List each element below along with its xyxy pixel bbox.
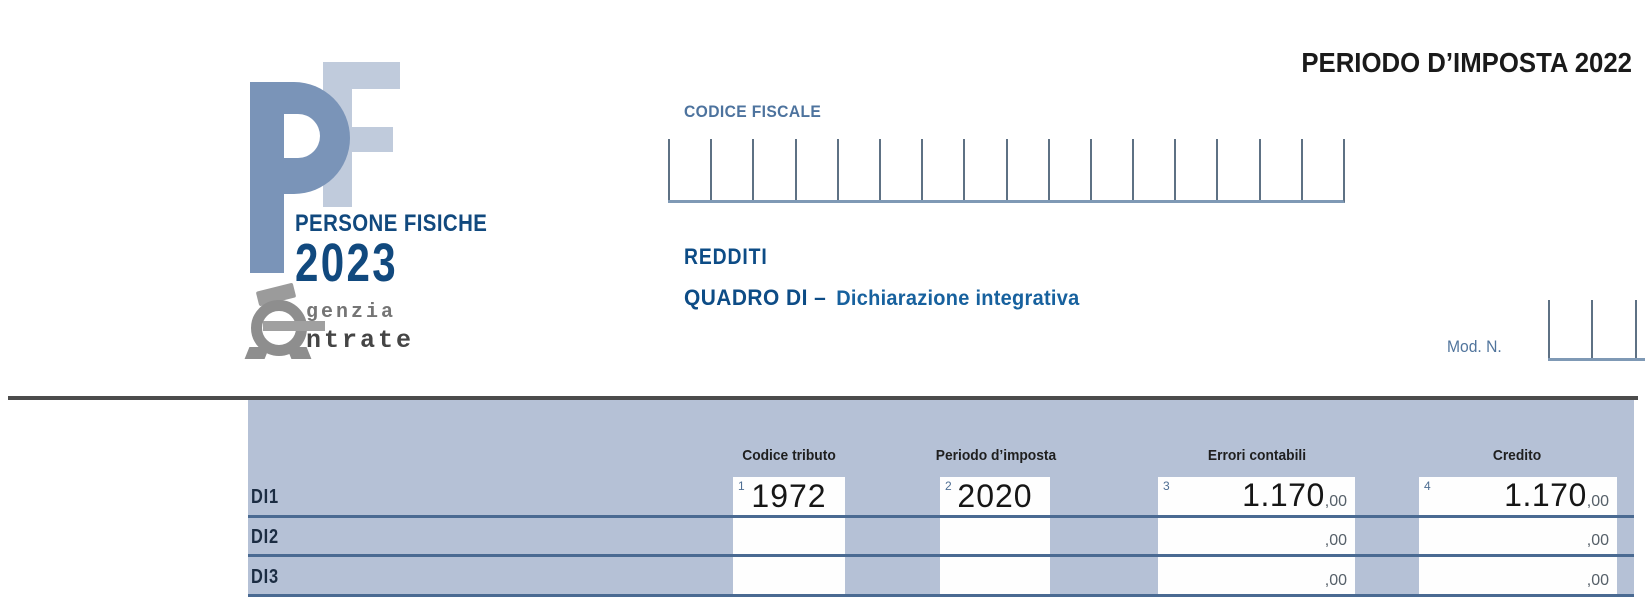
di1-errori-contabili-value: 1.170	[1242, 477, 1325, 513]
field-number-4: 4	[1424, 479, 1431, 493]
field-number-1: 1	[738, 479, 746, 493]
di1-periodo-imposta-value: 2020	[957, 477, 1033, 514]
di3-credito-field[interactable]	[1419, 557, 1617, 594]
quadro-di-title	[684, 285, 1079, 311]
di2-codice-tributo-field[interactable]	[733, 518, 845, 554]
di3-codice-tributo-field[interactable]	[733, 557, 845, 594]
di1-errori-contabili-field[interactable]	[1158, 477, 1355, 515]
agenzia-logo-foot-left	[245, 347, 270, 359]
cents-suffix: ,00	[1324, 572, 1347, 589]
row-separator-di2	[248, 554, 1634, 557]
cents-suffix: ,00	[1586, 532, 1609, 549]
codice-fiscale-cell[interactable]	[1132, 139, 1174, 200]
di3-periodo-imposta-field[interactable]	[940, 557, 1050, 594]
codice-fiscale-cell[interactable]	[1216, 139, 1258, 200]
codice-fiscale-cell[interactable]	[795, 139, 837, 200]
di1-credito-field[interactable]	[1419, 477, 1617, 515]
row-label-di3: DI3	[251, 566, 279, 588]
column-header-credito: Credito	[1492, 447, 1542, 464]
agenzia-wordmark-line2: ntrate	[306, 326, 415, 355]
codice-fiscale-cell[interactable]	[1048, 139, 1090, 200]
codice-fiscale-cell[interactable]	[1259, 139, 1301, 200]
cents-suffix: ,00	[1324, 493, 1347, 510]
di2-errori-contabili-field[interactable]	[1158, 518, 1355, 554]
codice-fiscale-cell[interactable]	[752, 139, 794, 200]
quadro-di-subtitle: Dichiarazione integrativa	[836, 287, 1080, 310]
codice-fiscale-cell[interactable]	[668, 139, 710, 200]
column-header-errori-contabili: Errori contabili	[1207, 447, 1307, 464]
logo-year: 2023	[295, 233, 399, 293]
field-number-2: 2	[945, 479, 953, 493]
logo-letter-f-bar-top	[323, 62, 400, 89]
mod-n-cell[interactable]	[1591, 300, 1634, 358]
di1-credito-value: 1.170	[1504, 477, 1587, 513]
logo-letter-p-stem	[250, 82, 284, 273]
codice-fiscale-cell[interactable]	[963, 139, 1005, 200]
codice-fiscale-cell[interactable]	[837, 139, 879, 200]
logo-persone-fisiche-label: PERSONE FISICHE	[295, 210, 488, 237]
mod-n-cell[interactable]	[1635, 300, 1645, 358]
agenzia-wordmark-line1: genzia	[306, 301, 397, 324]
di3-errori-contabili-field[interactable]	[1158, 557, 1355, 594]
mod-n-label: Mod. N.	[1447, 337, 1502, 356]
codice-fiscale-label: CODICE FISCALE	[684, 102, 822, 121]
mod-n-input[interactable]	[1548, 300, 1645, 361]
di1-periodo-imposta-field[interactable]	[940, 477, 1050, 515]
di1-codice-tributo-value: 1972	[751, 477, 827, 514]
tax-period-title: PERIODO D’IMPOSTA 2022	[1301, 47, 1632, 78]
row-separator-di3	[248, 594, 1634, 597]
di2-periodo-imposta-field[interactable]	[940, 518, 1050, 554]
mod-n-cell[interactable]	[1548, 300, 1591, 358]
field-number-3: 3	[1163, 479, 1170, 493]
column-header-periodo-imposta: Periodo d’imposta	[935, 447, 1057, 464]
codice-fiscale-cell[interactable]	[1174, 139, 1216, 200]
cents-suffix: ,00	[1586, 572, 1609, 589]
di2-credito-field[interactable]	[1419, 518, 1617, 554]
column-header-codice-tributo: Codice tributo	[742, 447, 836, 464]
row-label-di1: DI1	[251, 486, 279, 508]
row-separator-di1	[248, 515, 1634, 518]
codice-fiscale-cell[interactable]	[879, 139, 921, 200]
cents-suffix: ,00	[1324, 532, 1347, 549]
codice-fiscale-cell[interactable]	[1006, 139, 1048, 200]
codice-fiscale-input[interactable]	[668, 139, 1345, 203]
codice-fiscale-cell[interactable]	[1301, 139, 1343, 200]
quadro-di-title-strong: QUADRO DI –	[684, 285, 827, 310]
row-label-di2: DI2	[251, 526, 279, 548]
codice-fiscale-cell[interactable]	[921, 139, 963, 200]
form-name-title: REDDITI	[684, 244, 768, 269]
cents-suffix: ,00	[1586, 493, 1609, 510]
codice-fiscale-cell[interactable]	[710, 139, 752, 200]
codice-fiscale-cell[interactable]	[1090, 139, 1132, 200]
di1-codice-tributo-field[interactable]	[733, 477, 845, 515]
